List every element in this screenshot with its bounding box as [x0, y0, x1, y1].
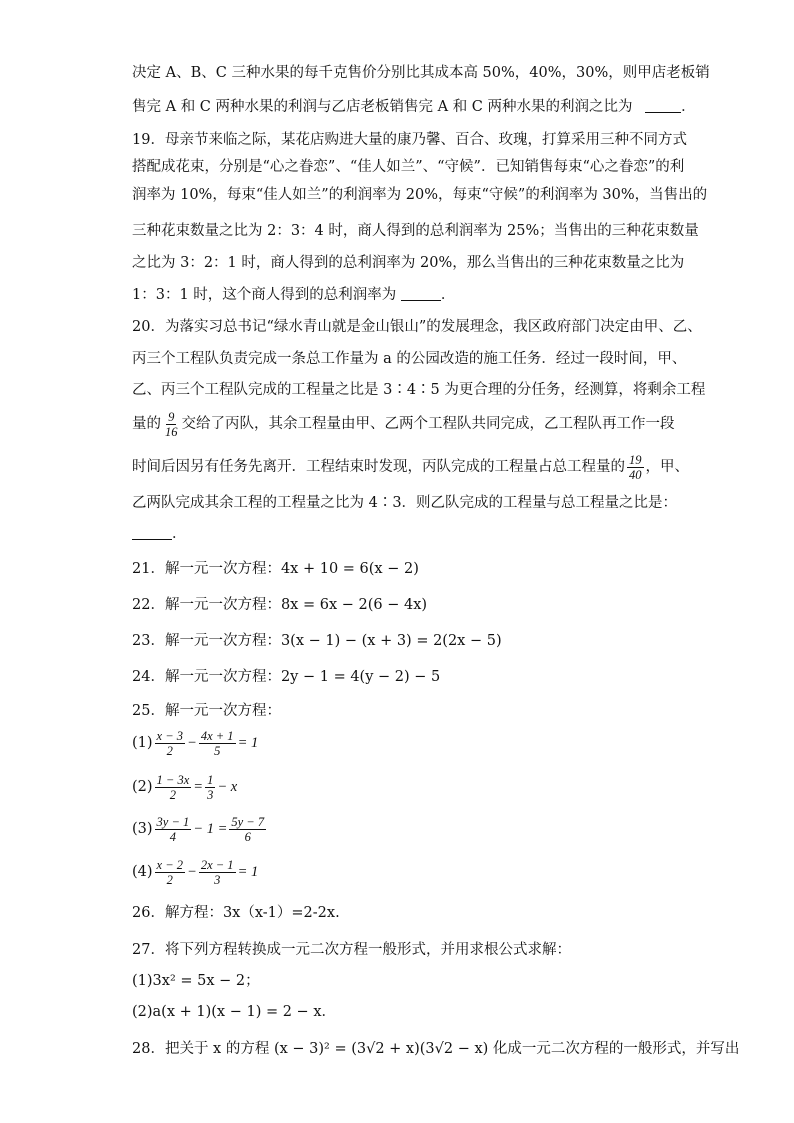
fraction: $\frac{x - 2}{2}$	[156, 857, 184, 887]
q25-item-3: (3) $\frac{3y - 1}{4}$ − 1 = $\frac{5y - 7}{6}$	[132, 814, 265, 844]
period: ．	[681, 99, 696, 115]
text-line: 之比为 3：2：1 时，商人得到的总利润率为 20%，那么当售出的三种花束数量之比为	[132, 255, 685, 271]
question-22: 22．解一元一次方程：8x = 6x − 2(6 − 4x)	[132, 597, 428, 613]
answer-blank	[132, 525, 172, 540]
text-line: 三种花束数量之比为 2：3：4 时，商人得到的总利润率为 25%；当售出的三种花束数量	[132, 223, 699, 239]
text-line: 丙三个工程队负责完成一条总工作量为 a 的公园改造的施工任务．经过一段时间，甲、	[132, 351, 687, 367]
period: ．	[440, 287, 456, 303]
text-line	[132, 285, 455, 305]
text-line-part: 时间后因另有任务先离开．工程结束时发现，丙队完成的工程量占总工程量的	[132, 459, 625, 475]
answer-blank	[401, 286, 441, 301]
fraction-9-16: $\frac{9}{16}$	[165, 409, 178, 439]
question-21: 21．解一元一次方程：4x + 10 = 6(x − 2)	[132, 561, 419, 577]
text-line	[132, 524, 187, 544]
fraction: $\frac{2x - 1}{3}$	[200, 857, 234, 887]
answer-blank	[645, 98, 681, 113]
q25-item-1: (1) $\frac{x - 3}{2}$ − $\frac{4x + 1}{5}$ = 1	[132, 728, 259, 758]
question-19: 19．母亲节来临之际，某花店购进大量的康乃馨、百合、玫瑰，打算采用三种不同方式	[132, 132, 687, 148]
question-28: 28．把关于 x 的方程 (x − 3)² = (3√2 + x)(3√2 − x) 化成一元二次方程的一般形式，并写出	[132, 1041, 740, 1057]
fraction: $\frac{4x + 1}{5}$	[200, 728, 234, 758]
q27-item-1: (1)3x² = 5x − 2；	[132, 973, 260, 989]
text-line-part: 量的	[132, 416, 161, 432]
text-line-part: 交给了丙队，其余工程量由甲、乙两个工程队共同完成，乙工程队再工作一段	[181, 416, 675, 432]
q25-item-4: (4) $\frac{x - 2}{2}$ − $\frac{2x - 1}{3}$ = 1	[132, 857, 259, 887]
question-23: 23．解一元一次方程：3(x − 1) − (x + 3) = 2(2x − 5)	[132, 633, 502, 649]
q25-item-2: (2) $\frac{1 - 3x}{2}$ = $\frac{1}{3}$ − x	[132, 772, 238, 802]
text-line: 搭配成花束，分别是“心之眷恋”、“佳人如兰”、“守候”．已知销售每束“心之眷恋”的利	[132, 159, 685, 175]
text-line	[132, 97, 696, 117]
text-line-part: ，甲、	[645, 459, 689, 475]
period: ．	[172, 526, 187, 542]
question-27: 27．将下列方程转换成一元二次方程一般形式，并用求根公式求解：	[132, 942, 571, 958]
fraction: $\frac{x - 3}{2}$	[156, 728, 184, 758]
q27-item-2: (2)a(x + 1)(x − 1) = 2 − x．	[132, 1004, 336, 1020]
text-line: 润率为 10%，每束“佳人如兰”的利润率为 20%，每束“守候”的利润率为 30%，当售出的	[132, 187, 708, 203]
text-line-part: 1：3：1 时，这个商人得到的总利润率为	[132, 287, 397, 303]
fraction: $\frac{5y - 7}{6}$	[231, 814, 265, 844]
question-20: 20．为落实习总书记“绿水青山就是金山银山”的发展理念，我区政府部门决定由甲、乙、	[132, 319, 702, 335]
question-24: 24．解一元一次方程：2y − 1 = 4(y − 2) − 5	[132, 669, 441, 685]
fraction: $\frac{3y - 1}{4}$	[156, 814, 190, 844]
text-line	[132, 450, 689, 484]
text-line: 乙两队完成其余工程的工程量之比为 4∶3．则乙队完成的工程量与总工程量之比是：	[132, 495, 678, 511]
fraction-19-40: $\frac{19}{40}$	[629, 452, 642, 482]
fraction: $\frac{1}{3}$	[207, 772, 214, 802]
question-26: 26．解方程：3x（x-1）=2-2x.	[132, 905, 340, 921]
text-line-part: 售完 A 和 C 两种水果的利润与乙店老板销售完 A 和 C 两种水果的利润之比为	[132, 99, 633, 115]
text-line: 乙、丙三个工程队完成的工程量之比是 3∶4∶5 为更合理的分任务，经测算，将剩余工程	[132, 382, 706, 398]
question-25: 25．解一元一次方程：	[132, 703, 281, 719]
text-line: 决定 A、B、C 三种水果的每千克售价分别比其成本高 50%，40%，30%，则甲店老板销	[132, 65, 710, 81]
fraction: $\frac{1 - 3x}{2}$	[156, 772, 190, 802]
text-line	[132, 407, 675, 441]
